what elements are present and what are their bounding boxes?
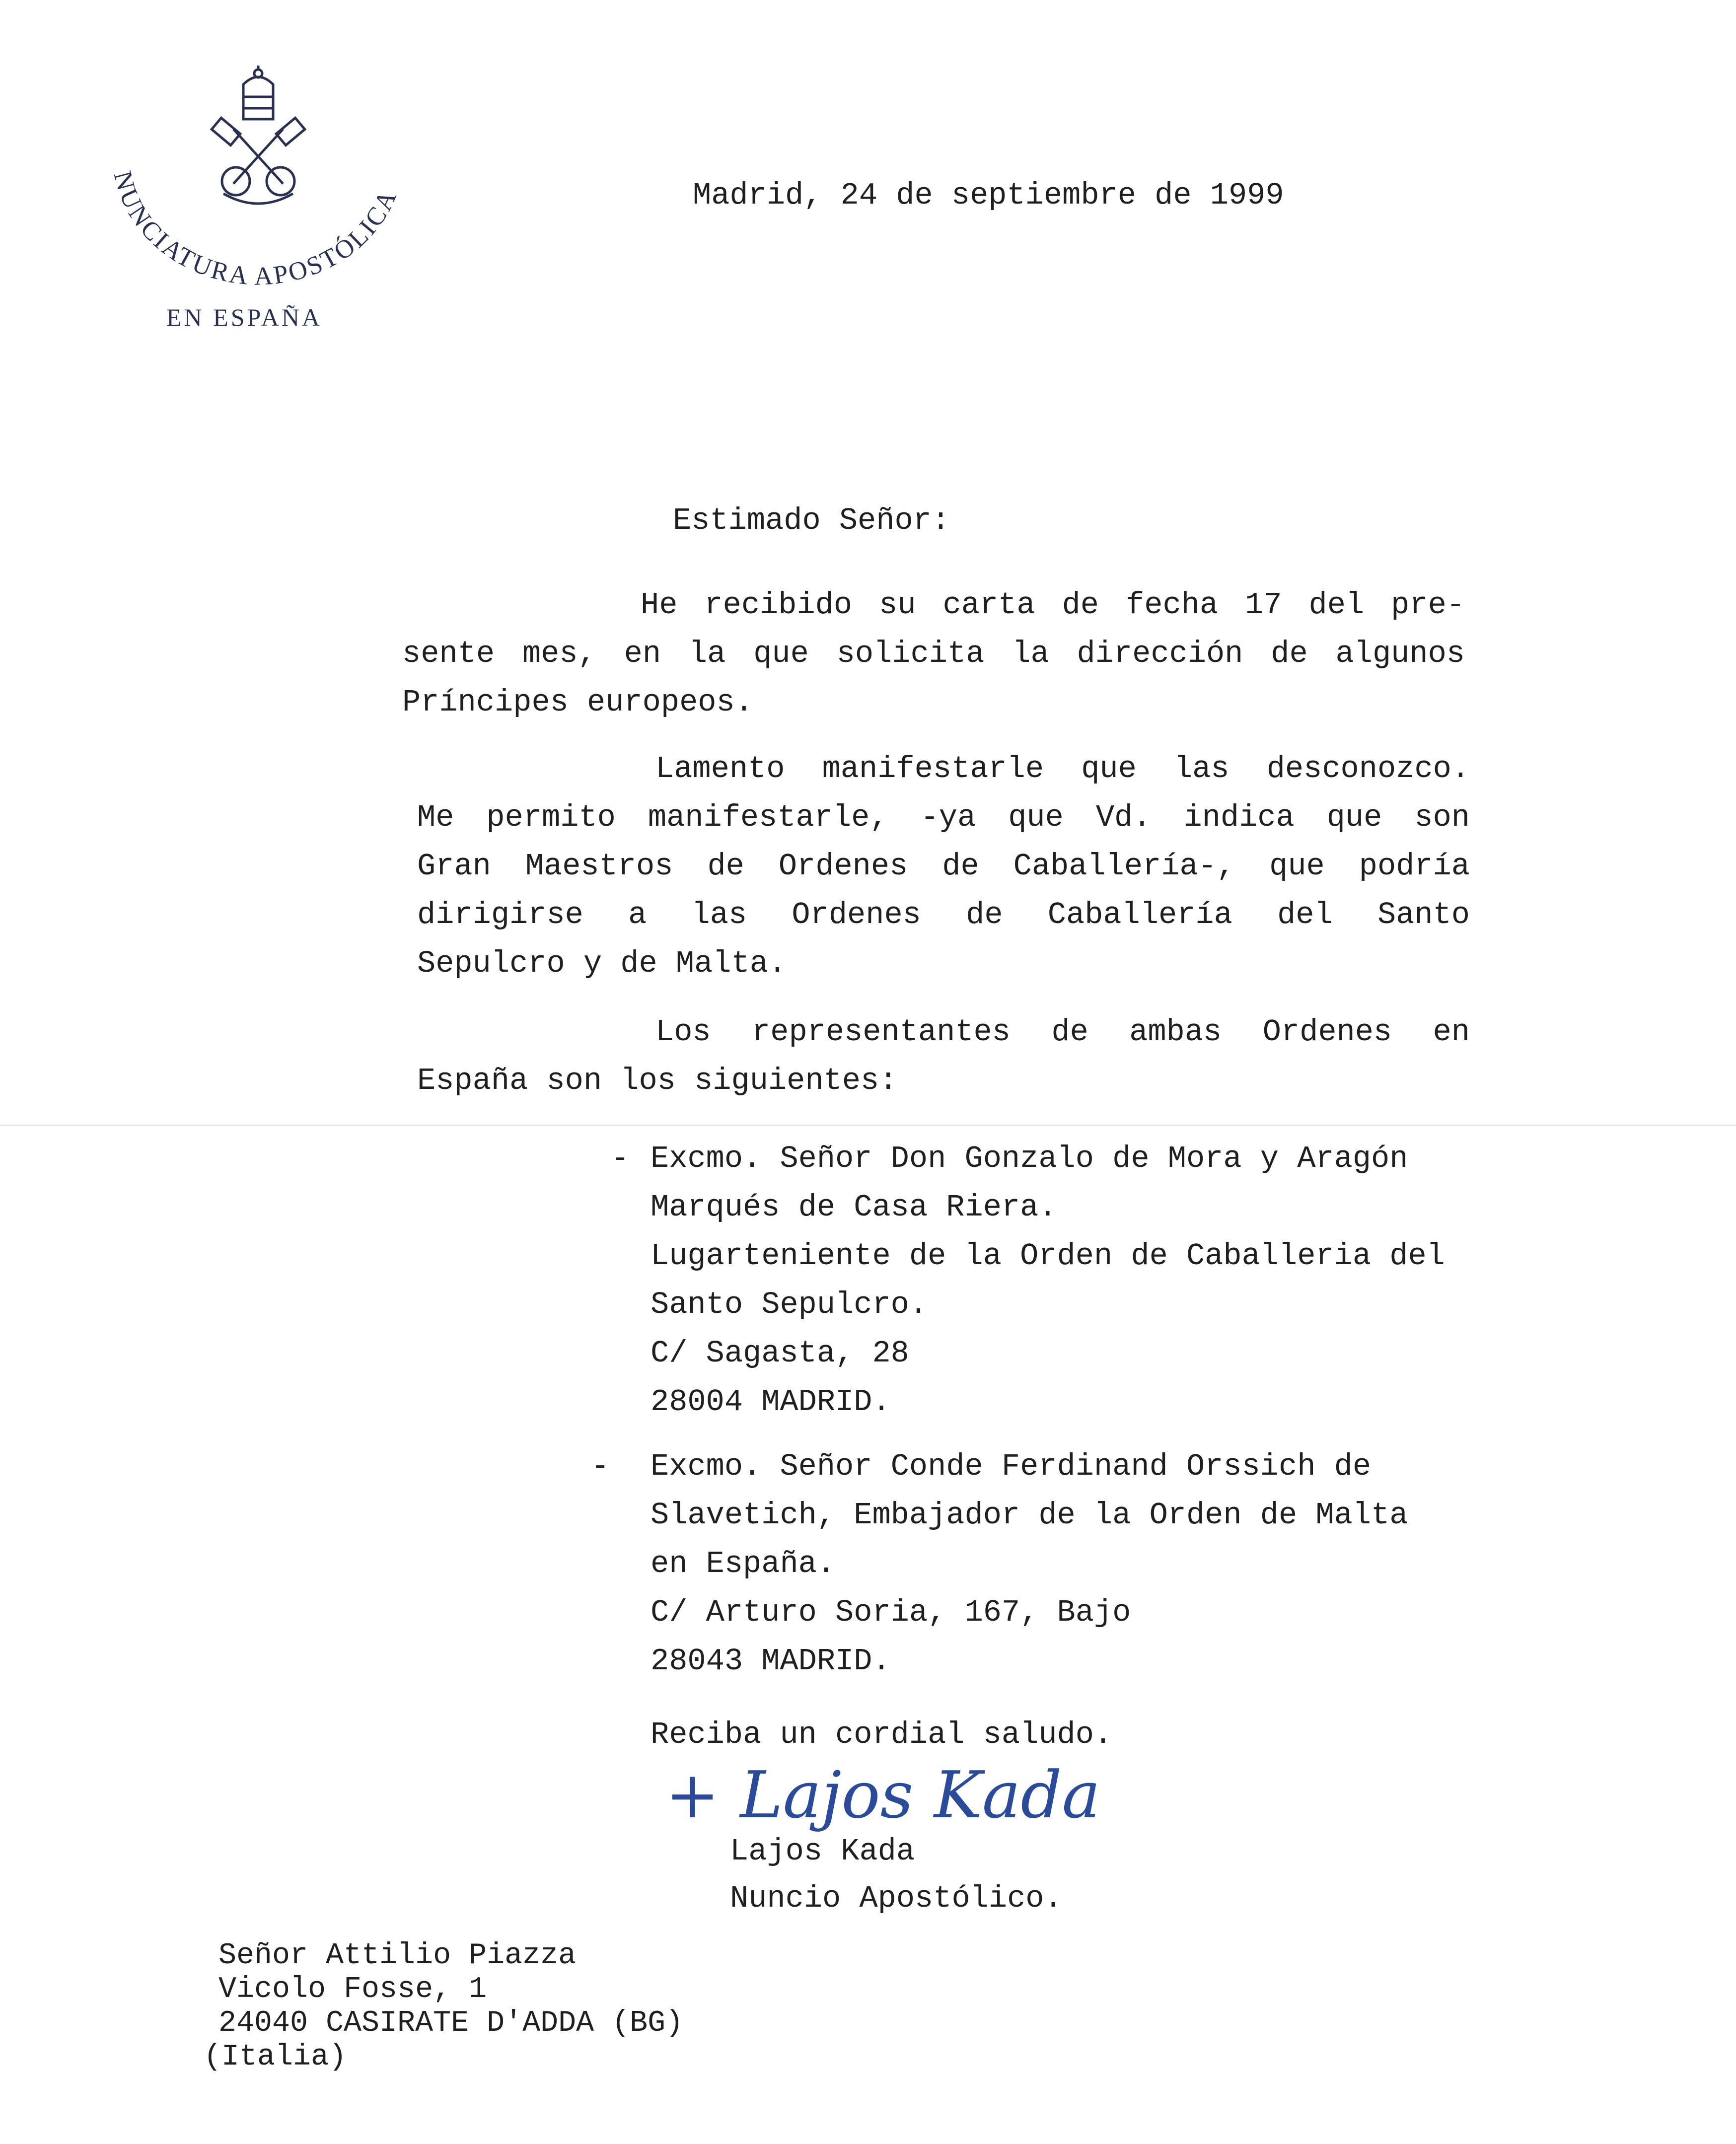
paragraph-line: Los representantes de ambas Ordenes en	[655, 1014, 1470, 1050]
paragraph-line: España son los siguientes:	[417, 1063, 898, 1098]
paragraph-3	[417, 1008, 1470, 1105]
representative-line: Excmo. Señor Don Gonzalo de Mora y Aragón	[651, 1141, 1408, 1176]
address-line: Vicolo Fosse, 1	[218, 1973, 487, 2006]
letter-date: Madrid, 24 de septiembre de 1999	[693, 178, 1284, 213]
address-line: Señor Attilio Piazza	[218, 1939, 577, 1973]
paper-fold-line	[0, 1125, 1736, 1126]
representative-line: Lugarteniente de la Orden de Caballeria del	[651, 1238, 1445, 1274]
paragraph-2	[417, 745, 1470, 988]
paragraph-1	[402, 581, 1465, 727]
paragraph-line: Sepulcro y de Malta.	[417, 946, 787, 981]
representative-line: Santo Sepulcro.	[651, 1287, 928, 1322]
representative-line: Slavetich, Embajador de la Orden de Malta	[651, 1498, 1408, 1533]
list-dash: -	[591, 1449, 610, 1484]
svg-text:+ Lajos Kada: + Lajos Kada	[665, 1757, 1101, 1833]
representative-line: 28043 MADRID.	[651, 1644, 891, 1679]
paragraph-line: Gran Maestros de Ordenes de Caballería-, que podría	[417, 849, 1470, 884]
recipient-address	[204, 1939, 684, 2074]
representative-2	[651, 1442, 1408, 1686]
letterhead-subtitle: EN ESPAÑA	[166, 303, 323, 331]
representative-line: C/ Sagasta, 28	[651, 1336, 909, 1371]
seal-arc-text	[99, 65, 417, 303]
paragraph-line: dirigirse a las Ordenes de Caballería del Santo	[417, 897, 1470, 932]
paragraph-line: Lamento manifestarle que las desconozco.	[655, 751, 1470, 786]
representative-1	[651, 1135, 1445, 1427]
address-line: (Italia)	[204, 2040, 347, 2074]
salutation: Estimado Señor:	[673, 503, 950, 538]
letterhead	[99, 65, 417, 343]
signer-title: Nuncio Apostólico.	[730, 1881, 1063, 1916]
closing: Reciba un cordial saludo.	[651, 1717, 1113, 1752]
paragraph-line: sente mes, en la que solicita la dirección de algunos	[402, 636, 1465, 671]
list-dash: -	[611, 1141, 630, 1176]
representative-line: 28004 MADRID.	[651, 1384, 891, 1420]
representative-line: en España.	[651, 1546, 836, 1581]
representative-line: C/ Arturo Soria, 167, Bajo	[651, 1595, 1131, 1630]
representative-line: Marqués de Casa Riera.	[651, 1190, 1057, 1225]
paragraph-line: Príncipes europeos.	[402, 685, 753, 720]
signer-name: Lajos Kada	[730, 1834, 915, 1869]
svg-text:NUNCIATURA APOSTÓLICA: NUNCIATURA APOSTÓLICA	[108, 168, 403, 291]
representative-line: Excmo. Señor Conde Ferdinand Orssich de	[651, 1449, 1372, 1484]
address-line: 24040 CASIRATE D'ADDA (BG)	[218, 2006, 684, 2040]
paragraph-line: He recibido su carta de fecha 17 del pre-	[641, 587, 1465, 623]
paragraph-line: Me permito manifestarle, -ya que Vd. indica que son	[417, 800, 1470, 835]
